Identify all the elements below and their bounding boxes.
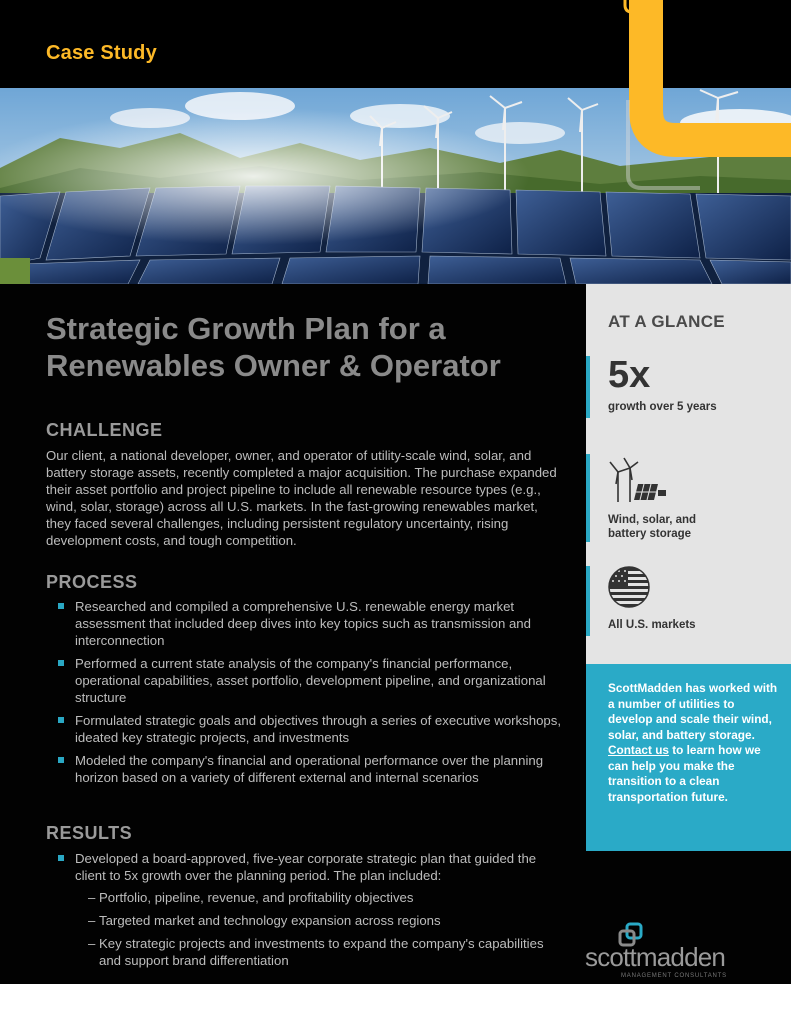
logo-wordmark: scottmadden: [585, 942, 726, 972]
growth-stat-label: growth over 5 years: [608, 401, 717, 413]
results-heading: RESULTS: [46, 823, 133, 843]
callout-text-intro: ScottMadden has worked with a number of utilities to develop and scale their wind, solar, and battery storage.: [608, 681, 778, 742]
at-a-glance-title: AT A GLANCE: [608, 312, 725, 331]
stat-accent-bar: [586, 454, 590, 542]
page-title-line-1: Strategic Growth Plan for a: [46, 311, 446, 346]
scottmadden-logo: [585, 922, 735, 984]
process-heading: PROCESS: [46, 572, 138, 592]
challenge-heading: CHALLENGE: [46, 420, 163, 440]
list-item: – Targeted market and technology expansion across regions: [88, 912, 558, 929]
page-title: [46, 310, 576, 384]
list-item: Formulated strategic goals and objectives through a series of executive workshops, ideated key strategic projects, and investments: [58, 712, 568, 746]
list-item: – Key strategic projects and investments to expand the company's capabilities and support brand differentiation: [88, 935, 558, 969]
resources-label: Wind, solar, and battery storage: [608, 514, 697, 540]
list-item: – Portfolio, pipeline, revenue, and profitability objectives: [88, 889, 558, 906]
wind-solar-battery-icon: [608, 454, 668, 504]
us-flag-icon: [608, 566, 650, 608]
process-list: [58, 598, 568, 792]
stat-accent-bar: [586, 356, 590, 418]
list-item: Developed a board-approved, five-year corporate strategic plan that guided the client to 5x growth over the planning period. The plan included:: [58, 850, 568, 884]
callout-text-outro: to learn how we can help you make the transition to a clean transportation future.: [608, 743, 761, 804]
page-title-line-2: Renewables Owner & Operator: [46, 348, 501, 383]
decorative-corner-bracket-icon: [620, 0, 791, 190]
results-sub-list: [88, 889, 558, 975]
challenge-text: Our client, a national developer, owner, and operator of utility-scale wind, solar, and battery storage assets, recently completed a major acquisition. The purchase expanded their asset portfolio and project pipeline to include all renewable resource types (e.g., wind, solar, storage) across all U.S. markets. In the fast-growing renewables market, they faced several challenges, including persistent regulatory uncertainty, rising development costs, and tough competition.: [46, 448, 557, 548]
growth-stat-value: 5x: [608, 354, 651, 396]
markets-label: All U.S. markets: [608, 619, 696, 631]
list-item: Performed a current state analysis of the company's financial performance, operational capabilities, asset portfolio, development pipeline, and organizational structure: [58, 655, 568, 706]
at-a-glance-panel: [586, 284, 791, 664]
case-study-label: Case Study: [46, 42, 157, 64]
list-item: Modeled the company's financial and operational performance over the planning horizon based on a variety of different external and internal scenarios: [58, 752, 568, 786]
logo-tagline: MANAGEMENT CONSULTANTS: [621, 973, 727, 979]
stat-accent-bar: [586, 566, 590, 636]
contact-callout: [586, 664, 791, 851]
page-margin: [0, 984, 791, 1024]
list-item: Researched and compiled a comprehensive U.S. renewable energy market assessment that included deep dives into key topics such as transmission and interconnection: [58, 598, 568, 649]
callout-text: [608, 681, 778, 805]
contact-us-link[interactable]: Contact us: [608, 743, 669, 757]
results-list: [58, 850, 568, 890]
